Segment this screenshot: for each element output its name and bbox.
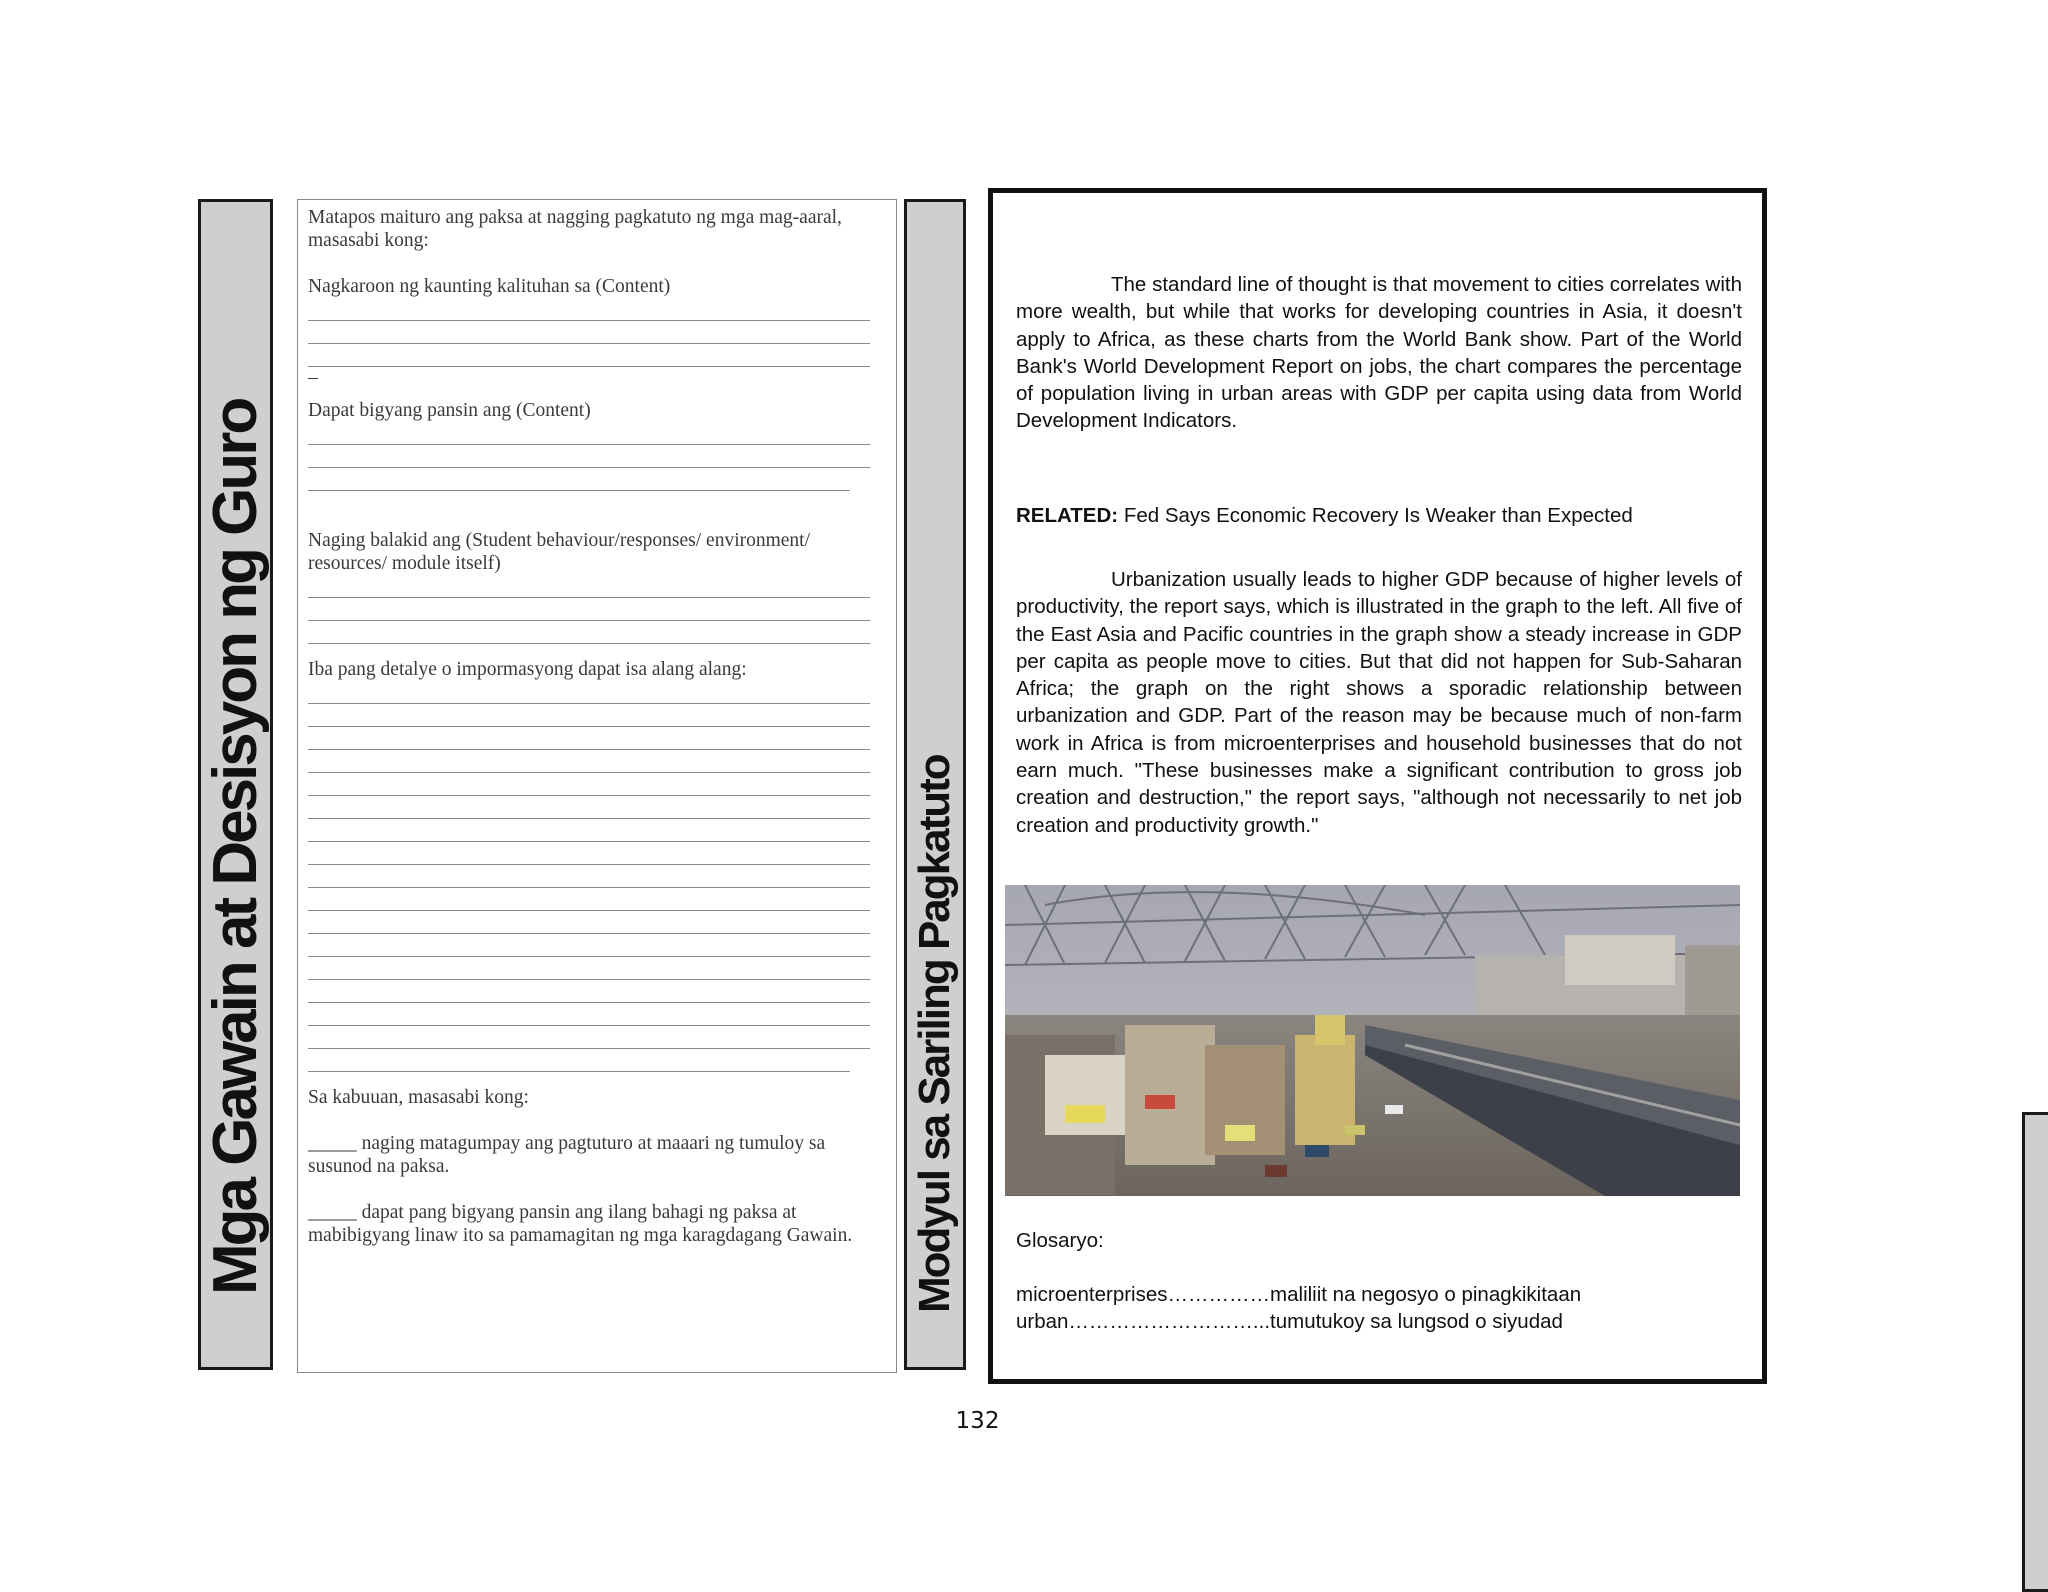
- writing-line: [308, 704, 870, 727]
- writing-line: [308, 298, 870, 321]
- writing-line: [308, 422, 870, 445]
- middle-side-tab: [904, 199, 966, 1370]
- writing-line: [308, 344, 870, 367]
- writing-line: [308, 911, 870, 934]
- teacher-notes-panel: [297, 199, 897, 1373]
- writing-line: [308, 1003, 870, 1026]
- notes-prompt-content-confusion: Nagkaroon ng kaunting kalituhan sa (Content): [308, 276, 671, 297]
- article-paragraph-1: The standard line of thought is that movement to cities correlates with more wealth, but while that works for developing countries in Asia, it doesn't apply to Africa, as these charts from the World Bank show. Part of the World Bank's World Development Report on jobs, the chart compares the percentage of population living in urban areas with GDP per capita using data from World Development Indicators.: [1016, 273, 1742, 433]
- writing-line: [308, 888, 870, 911]
- right-partial-side-tab: [2022, 1112, 2048, 1592]
- writing-line: [308, 727, 870, 750]
- writing-line: [308, 468, 850, 491]
- notes-option-needs-attention: _____ dapat pang bigyang pansin ang ilang bahagi ng paksa at mabibigyang linaw ito sa pamamagitan ng mga karagdagang Gawain.: [308, 1202, 853, 1246]
- notes-summary: Sa kabuuan, masasabi kong:: [308, 1087, 529, 1108]
- related-line: [1016, 502, 1742, 529]
- writing-line: [308, 934, 870, 957]
- glossary-item: [1016, 1310, 1563, 1334]
- writing-line: [308, 750, 870, 773]
- writing-line: [308, 796, 870, 819]
- notes-prompt-obstacles: Naging balakid ang (Student behaviour/responses/ environment/ resources/ module itself): [308, 530, 811, 574]
- glossary-definition: tumutukoy sa lungsod o siyudad: [1270, 1310, 1563, 1333]
- related-link-text: Fed Says Economic Recovery Is Weaker than Expected: [1118, 504, 1633, 527]
- writing-line: [308, 598, 870, 621]
- glossary-title: Glosaryo:: [1016, 1229, 1104, 1252]
- writing-line: [308, 681, 870, 704]
- writing-line: [308, 865, 870, 888]
- article-paragraph-2: Urbanization usually leads to higher GDP because of higher levels of productivity, the report says, which is illustrated in the graph to the left. All five of the East Asia and Pacific countries in the graph show a steady increase in GDP per capita as people move to cities. But that did not happen for Sub-Saharan Africa; the graph on the right shows a sporadic relationship between urbanization and GDP. Part of the reason may be because much of non-farm work in Africa is from microenterprises and household businesses that do not earn much. "These businesses make a significant contribution to gross job creation and destruction," the report says, "although not necessarily to net job creation and productivity growth.": [1016, 568, 1742, 837]
- writing-line: [308, 819, 870, 842]
- glossary-item: [1016, 1283, 1581, 1307]
- middle-side-tab-title: Modyul sa Sariling Pagkatuto: [910, 755, 959, 1313]
- glossary-term: urban………………………...: [1016, 1310, 1271, 1333]
- writing-line: [308, 1026, 870, 1049]
- writing-line: [308, 445, 870, 468]
- notes-intro: Matapos maituro ang paksa at nagging pagkatuto ng mga mag-aaral, masasabi kong:: [308, 207, 842, 251]
- glossary-term: microenterprises……………: [1016, 1283, 1271, 1306]
- writing-line: [308, 321, 870, 344]
- writing-line: [308, 842, 870, 865]
- page-number: 132: [955, 1408, 1000, 1434]
- writing-line: [308, 621, 870, 644]
- left-side-tab: [198, 199, 273, 1370]
- writing-line: [308, 1049, 850, 1072]
- notes-prompt-other-details: Iba pang detalye o impormasyong dapat isa alang alang:: [308, 659, 747, 680]
- dash-mark: –: [308, 367, 318, 388]
- glossary-definition: maliliit na negosyo o pinagkikitaan: [1270, 1283, 1582, 1306]
- notes-option-success: _____ naging matagumpay ang pagtuturo at maaari ng tumuloy sa susunod na paksa.: [308, 1133, 826, 1177]
- writing-line: [308, 773, 870, 796]
- left-side-tab-title: Mga Gawain at Desisyon ng Guro: [200, 399, 270, 1295]
- article-panel: [988, 188, 1767, 1384]
- writing-line: [308, 575, 870, 598]
- city-street-photo: [1005, 885, 1740, 1196]
- related-label: RELATED:: [1016, 504, 1119, 527]
- writing-line: [308, 957, 870, 980]
- notes-prompt-content-attention: Dapat bigyang pansin ang (Content): [308, 400, 591, 421]
- writing-line: [308, 980, 870, 1003]
